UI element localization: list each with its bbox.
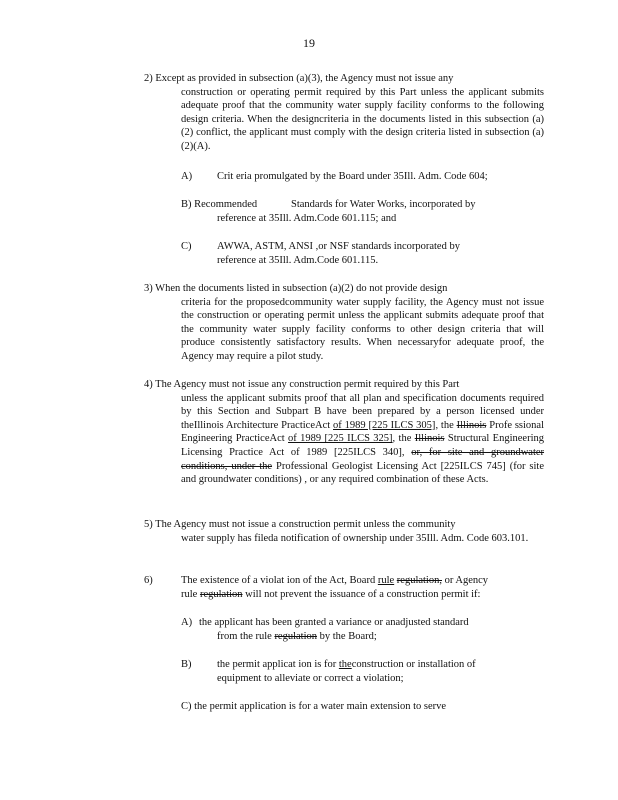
inserted-citation-1: of 1989 [225 ILCS 305] bbox=[333, 419, 436, 431]
struck-word-illinois-1: Illinois bbox=[456, 419, 487, 431]
item-2c-label: C) bbox=[181, 241, 192, 252]
item-6c-text: C) the permit application is for a water main extension to serve bbox=[181, 701, 447, 712]
paragraph-6-line-1 bbox=[181, 574, 544, 588]
page-number: 19 bbox=[303, 36, 315, 50]
inserted-word-rule: rule bbox=[377, 575, 395, 586]
item-6a-cont-text-2: by the Board; bbox=[319, 630, 377, 642]
paragraph-4-text-b: , the bbox=[435, 419, 454, 431]
paragraph-2-body: construction or operating permit required by this Part unless the applicant submits adequate proof that the community water supply facility conforms to the following design criteria. When the designcriteria in the documents listed in this subsection (a)(2) conflict, the applicant must comply with the design criteria listed in subsection (a)(2)(A). bbox=[181, 86, 544, 152]
inserted-word-the: the bbox=[338, 659, 352, 670]
item-2b-continuation: reference at 35Ill. Adm.Code 601.115; and bbox=[217, 212, 397, 224]
p6-text-4: will not prevent the issuance of a construction permit if: bbox=[245, 588, 481, 600]
item-2b-label: B) Recommended bbox=[181, 199, 258, 210]
item-6b-text-2: construction or installation of bbox=[351, 659, 476, 670]
item-2c bbox=[181, 240, 551, 268]
paragraph-3-body: criteria for the proposedcommunity water supply facility, the Agency must not issue the construction or operating permit unless the applicant submits adequate proof that the community water supply facility conforms to other design criteria that will produce consistently satisfactory results. When necessaryfor adequate proof, the Agency may require a pilot study. bbox=[181, 296, 544, 362]
item-2a-label: A) bbox=[181, 171, 193, 182]
paragraph-2 bbox=[144, 72, 544, 154]
paragraph-5-first-line: 5) The Agency must not issue a construction permit unless the community bbox=[144, 519, 456, 530]
p6-text-1: The existence of a violat ion of the Act, Board bbox=[181, 575, 376, 586]
paragraph-6-line-2 bbox=[181, 588, 544, 602]
paragraph-4-text-f: Professional Geologist Licensing Act [225ILCS 745] (for site and groundwater conditions) , or any required combination of these Acts. bbox=[181, 460, 545, 486]
struck-word-regulation-1: regulation, bbox=[396, 575, 442, 586]
paragraph-4-text-e: Structural Engineering Licensing Practice Act of 1989 [225ILCS 340], bbox=[181, 433, 544, 458]
item-2b bbox=[181, 198, 551, 226]
paragraph-3-first-line: 3) When the documents listed in subsection (a)(2) do not provide design bbox=[144, 283, 448, 294]
paragraph-3 bbox=[144, 282, 544, 364]
struck-word-illinois-2: Illinois bbox=[414, 433, 445, 445]
paragraph-4-body bbox=[144, 392, 544, 487]
p6-text-3: rule bbox=[181, 588, 198, 600]
item-2c-continuation: reference at 35Ill. Adm.Code 601.115. bbox=[217, 254, 379, 266]
item-6b-label: B) bbox=[181, 659, 192, 670]
item-2a bbox=[181, 170, 551, 184]
p6-text-2: or Agency bbox=[444, 575, 489, 586]
paragraph-6 bbox=[144, 574, 544, 602]
struck-word-regulation-3: regulation bbox=[274, 630, 318, 642]
item-2c-text: AWWA, ASTM, ANSI ,or NSF standards incorporated by bbox=[217, 241, 460, 252]
paragraph-4 bbox=[144, 378, 544, 487]
paragraph-6-label: 6) bbox=[144, 575, 153, 586]
paragraph-5-body: water supply has fileda notification of ownership under 35Ill. Adm. Code 603.101. bbox=[181, 532, 529, 544]
paragraph-5 bbox=[144, 518, 544, 545]
struck-phrase-site-conditions: or, for site and groundwater conditions, under the bbox=[181, 446, 545, 472]
paragraph-2-first-line: 2) Except as provided in subsection (a)(3), the Agency must not issue any bbox=[144, 73, 454, 84]
item-6b-text-1: the permit applicat ion is for bbox=[217, 659, 337, 670]
item-6a-cont-text-1: from the rule bbox=[217, 630, 272, 642]
item-6a-text: the applicant has been granted a variance or anadjusted standard bbox=[199, 617, 469, 628]
paragraph-4-text-d: , the bbox=[392, 433, 412, 445]
paragraph-4-text-a: unless the applicant submits proof that all plan and specification documents required by this Section and Subpart B have been prepared by a person licensed under theIllinois Architecture PracticeAct bbox=[181, 392, 544, 431]
item-6c bbox=[181, 700, 551, 714]
item-6b-text bbox=[217, 658, 547, 672]
struck-word-regulation-2: regulation bbox=[199, 588, 243, 600]
item-6a-continuation bbox=[217, 630, 547, 644]
item-6a-label: A) bbox=[181, 617, 193, 628]
paragraph-4-text-c: Profe ssional Engineering PracticeAct bbox=[181, 419, 544, 445]
item-2a-text: Crit eria promulgated by the Board under 35Ill. Adm. Code 604; bbox=[217, 171, 488, 182]
item-6b bbox=[181, 658, 551, 686]
item-6b-continuation: equipment to alleviate or correct a violation; bbox=[217, 672, 404, 684]
item-2b-text: Standards for Water Works, incorporated by bbox=[291, 199, 476, 210]
item-6a bbox=[181, 616, 551, 644]
inserted-citation-2: of 1989 [225 ILCS 325] bbox=[288, 433, 393, 445]
paragraph-4-first-line: 4) The Agency must not issue any construction permit required by this Part bbox=[144, 379, 460, 390]
